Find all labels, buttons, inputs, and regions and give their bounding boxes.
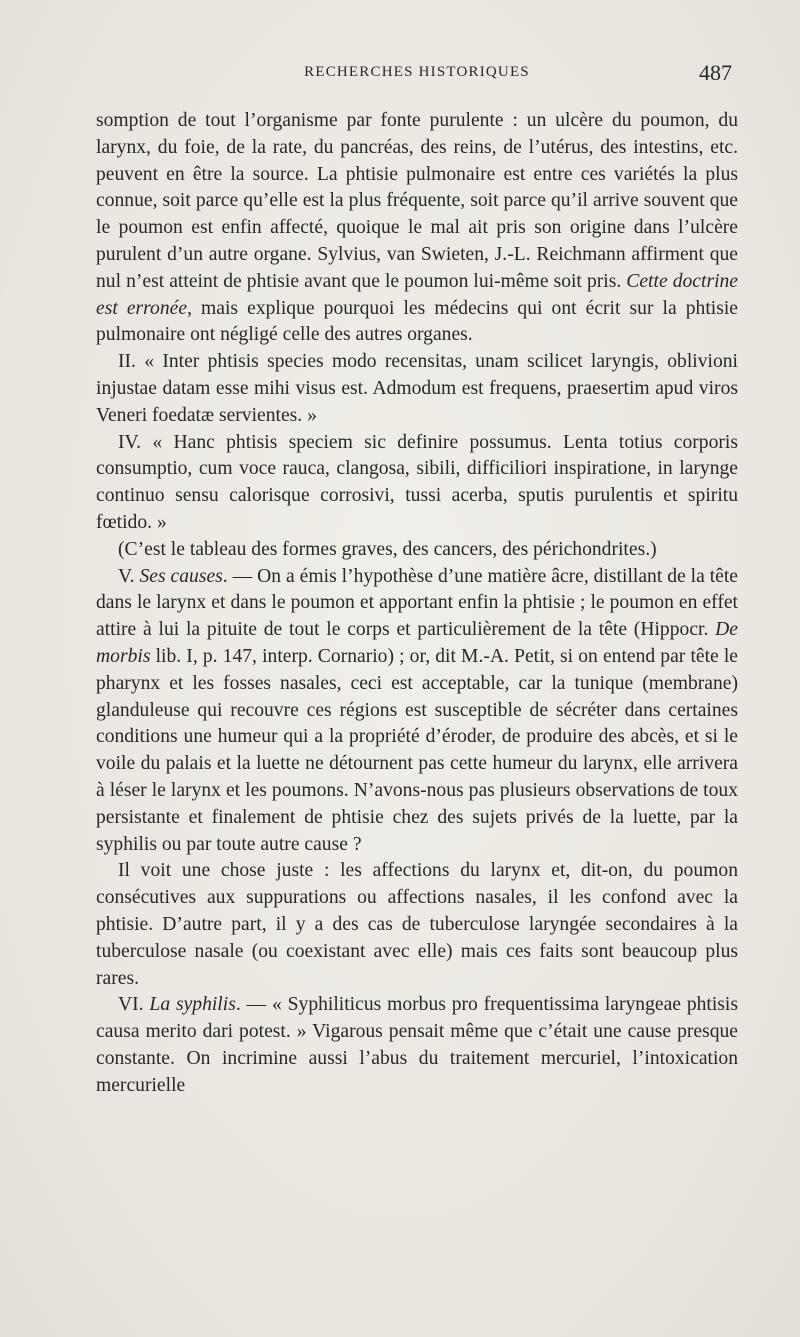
paragraph-3-text: IV. « Hanc phtisis speciem sic definire possumus. Lenta totius corporis consumptio, cum voce rauca, clangosa, sibili, difficiliori inspiratione, in larynge continuo sensu calorisque corrosivi, tussi acerba, sputis purulentis et spiritu fœtido. » [96, 431, 738, 533]
paragraph-6 [96, 858, 738, 992]
paragraph-3 [96, 430, 738, 537]
paragraph-4-text: (C’est le tableau des formes graves, des cancers, des périchondrites.) [118, 538, 657, 560]
paragraph-2-text: II. « Inter phtisis species modo recensitas, unam scilicet laryngis, oblivioni injustae datam esse mihi visus est. Admodum est frequens, praesertim apud viros Veneri foedatæ servientes. » [96, 351, 738, 426]
paragraph-5-italic-2: De morbis [96, 619, 738, 667]
paragraph-5-text-1: V. [118, 565, 140, 587]
paragraph-5-italic-1: Ses causes [139, 565, 223, 587]
paragraph-7-italic-1: La syphilis [149, 994, 236, 1016]
paragraph-1-italic-1: Cette doctrine est erronée [96, 270, 739, 319]
page-number: 487 [699, 60, 732, 85]
paragraph-5-text-3: lib. I, p. 147, interp. Cornario) ; or, dit M.-A. Petit, si on entend par tête le pharynx et les fosses nasales, ceci est acceptable, car la tunique (membrane) glanduleuse qui recouvre ces régions est susceptible de sécréter dans certaines conditions une humeur qui a la propriété d’éroder, de produire des abcès, et si le voile du palais et la luette ne détournent pas cette humeur du larynx, elle arrivera à léser le larynx et les poumons. N’avons-nous pas plusieurs observations de toux persistante et finalement de phtisie chez des sujets privés de la luette, par la syphilis ou par toute autre cause ? [96, 645, 738, 855]
paragraph-1 [96, 108, 738, 349]
paragraph-4 [96, 537, 738, 564]
paragraph-7 [96, 992, 738, 1099]
paragraph-1-text-2: , mais explique pourquoi les médecins qui ont écrit sur la phtisie pulmonaire ont négligé celle des autres organes. [96, 297, 739, 346]
paragraph-6-text: Il voit une chose juste : les affections du larynx et, dit-on, du poumon consécutives aux suppurations ou affections nasales, il les confond avec la phtisie. D’autre part, il y a des cas de tuberculose laryngée secondaires à la tuberculose nasale (ou coexistant avec elle) mais ces faits sont beaucoup plus rares. [96, 860, 738, 989]
paragraph-7-text-2: . — « Syphiliticus morbus pro frequentissima laryngeae phtisis causa merito dari potest. » Vigarous pensait même que c’était une cause presque constante. On incrimine aussi l’abus du traitement mercuriel, l’intoxication mercurielle [96, 994, 738, 1096]
paragraph-1-text-1: somption de tout l’organisme par fonte purulente : un ulcère du poumon, du larynx, du foie, de la rate, du pancréas, des reins, de l’utérus, des intestins, etc. peuvent en être la source. La phtisie pulmonaire est entre ces variétés la plus connue, soit parce qu’elle est la plus fréquente, soit parce qu’il arrive souvent que le poumon est enfin affecté, quoique le mal ait pris son origine dans l’ulcère purulent d’un autre organe. Sylvius, van Swieten, J.-L. Reichmann affirment que nul n’est atteint de phtisie avant que le poumon lui-même soit pris. [96, 110, 738, 292]
running-title: RECHERCHES HISTORIQUES [304, 64, 530, 80]
paragraph-7-text-1: VI. [118, 994, 150, 1016]
paragraph-5-text-2: . — On a émis l’hypothèse d’une matière âcre, distillant de la tête dans le larynx et dans le poumon et apportant enfin la phtisie ; le poumon en effet attire à lui la pituite de tout le corps et particulièrement de la tête (Hippocr. [96, 565, 739, 641]
page-header [96, 60, 738, 90]
paragraph-5 [96, 564, 738, 859]
body-text [96, 108, 738, 1099]
paragraph-2 [96, 349, 738, 429]
